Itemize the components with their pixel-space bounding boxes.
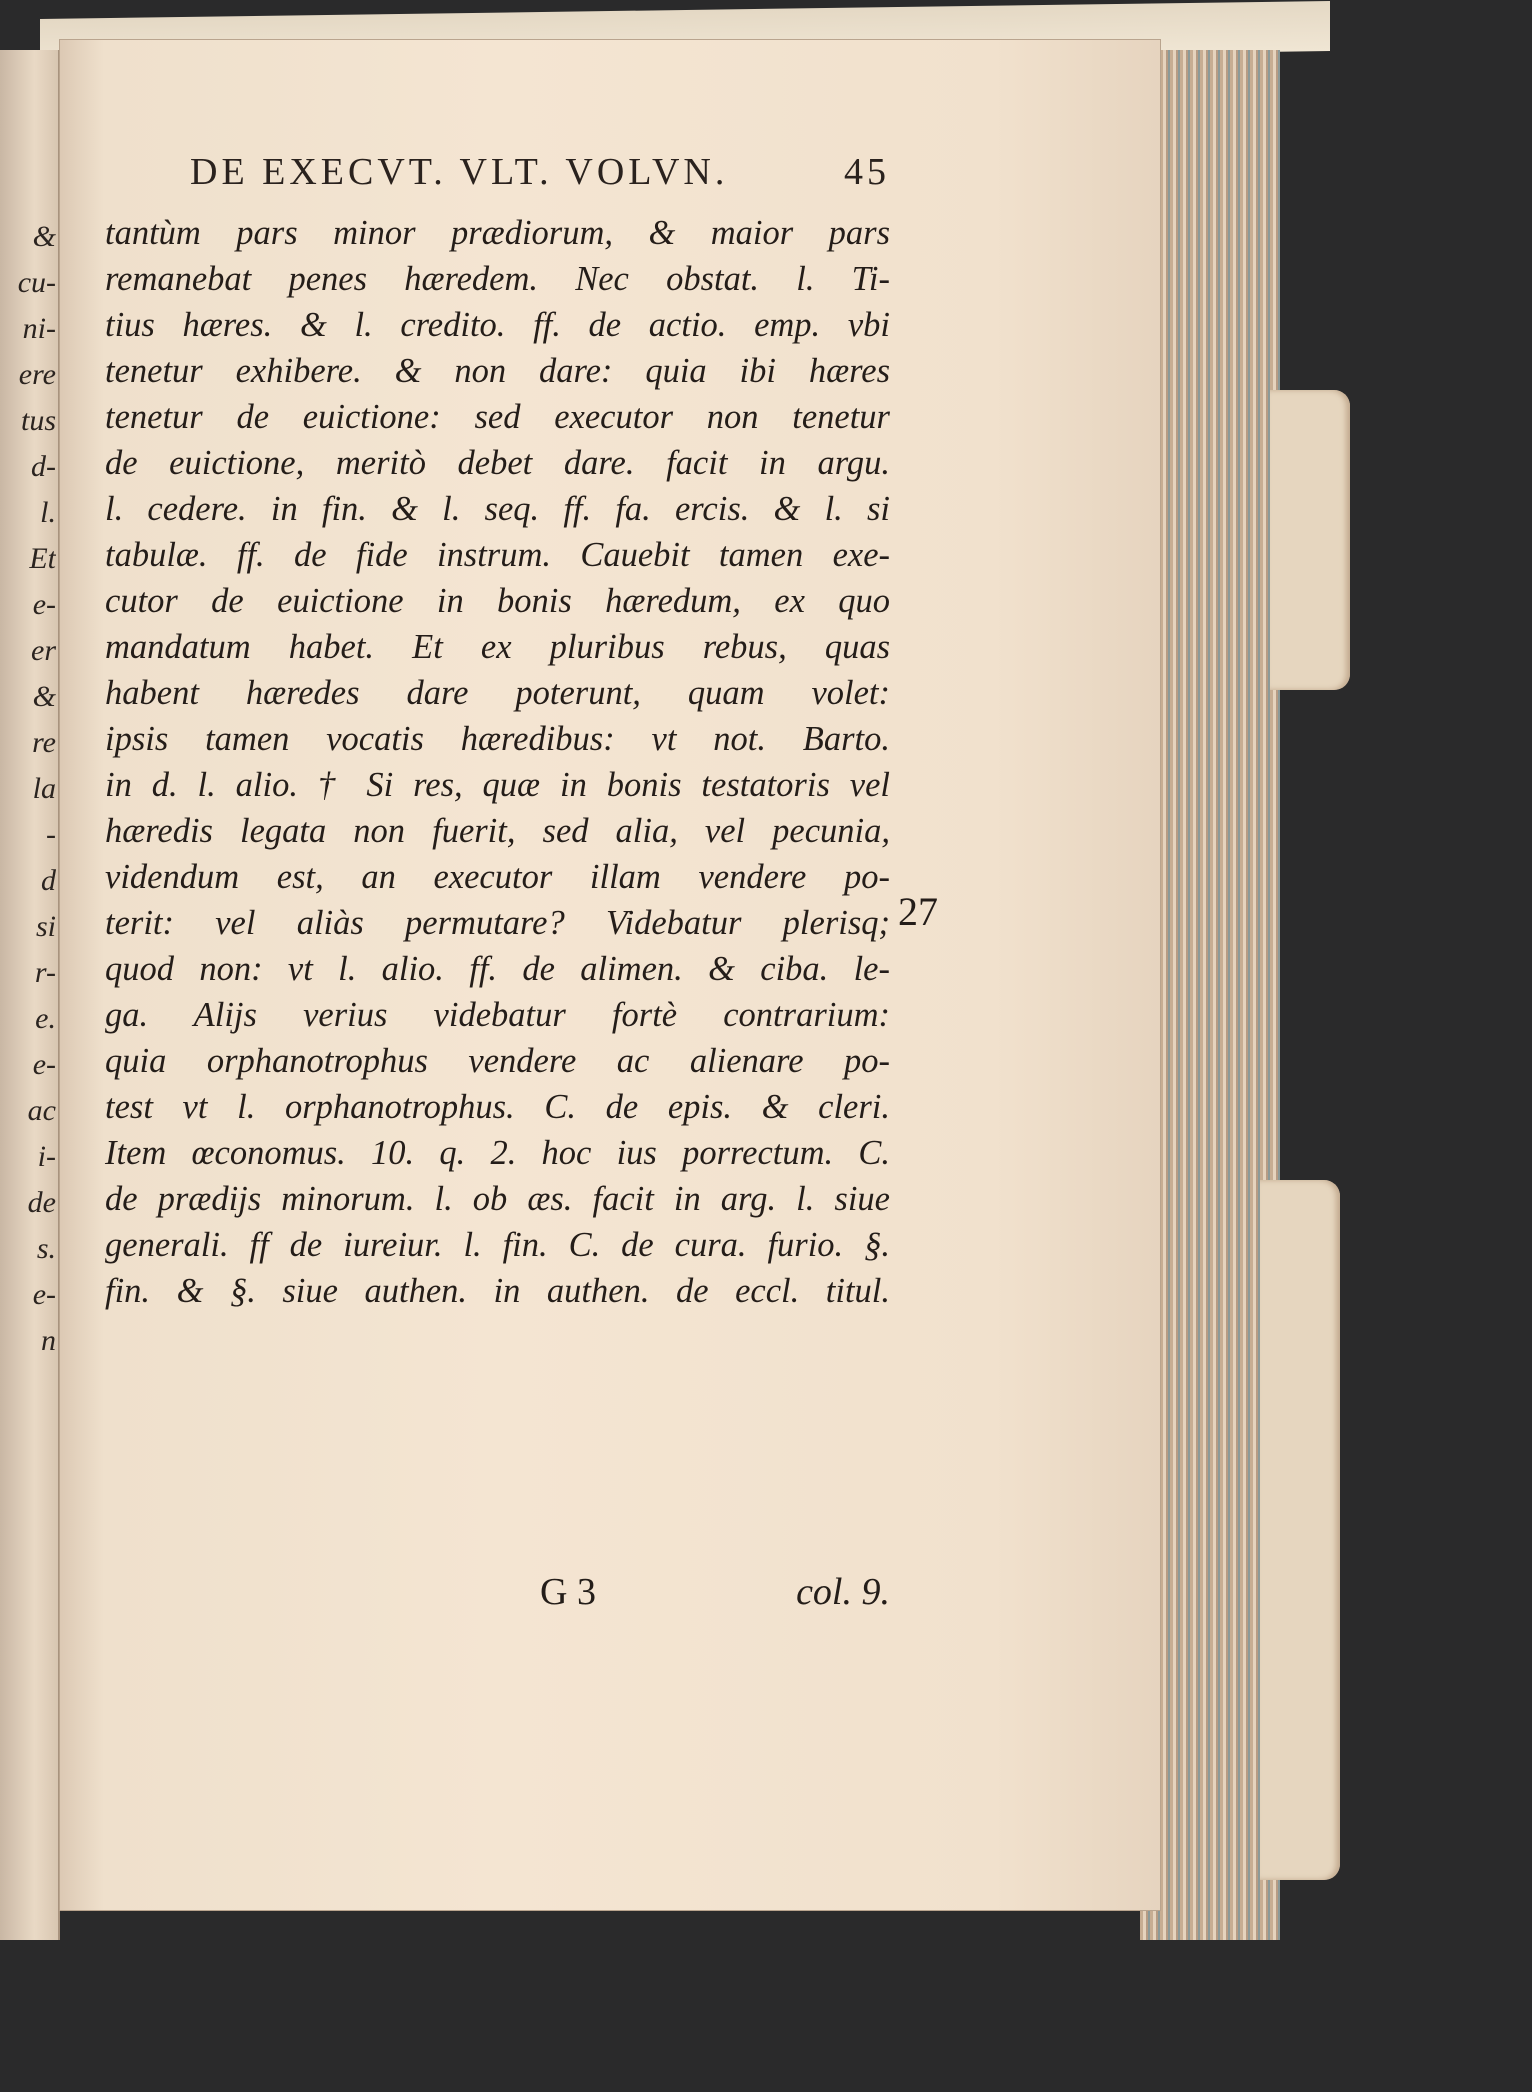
page-footer <box>540 1570 890 1614</box>
left-page-fragment: ac <box>27 1094 56 1127</box>
book-fore-edge <box>1140 50 1280 1940</box>
text-line: Item œconomus. 10. q. 2. hoc ius porrectum. C. <box>105 1134 890 1172</box>
text-line: generali. ff de iureiur. l. fin. C. de cura. furio. §. <box>105 1226 890 1264</box>
left-page-fragment: & <box>32 220 56 253</box>
text-line: tantùm pars minor prædiorum, & maior pars <box>105 214 890 252</box>
margin-number: 27 <box>898 889 938 934</box>
left-page-fragment: s. <box>36 1232 56 1265</box>
left-page-fragment: e- <box>32 588 56 621</box>
left-page-fragment: Et <box>29 542 56 575</box>
body-text <box>105 210 890 1314</box>
left-page-fragment: de <box>27 1186 56 1219</box>
text-line: ga. Alijs verius videbatur fortè contrarium: <box>105 996 890 1034</box>
text-line: l. cedere. in fin. & l. seq. ff. fa. ercis. & l. si <box>105 490 890 528</box>
text-line: remanebat penes hæredem. Nec obstat. l. Ti- <box>105 260 890 298</box>
text-line: habent hæredes dare poterunt, quam volet: <box>105 674 890 712</box>
signature-mark: G 3 <box>540 1571 596 1613</box>
left-page-fragment: ere <box>18 358 56 391</box>
text-line: tius hæres. & l. credito. ff. de actio. emp. vbi <box>105 306 890 344</box>
running-head-title: DE EXECVT. VLT. VOLVN. <box>190 151 729 193</box>
column-reference: col. 9. <box>796 1571 890 1613</box>
previous-page-edge <box>0 50 60 1940</box>
text-line: cutor de euictione in bonis hæredum, ex quo <box>105 582 890 620</box>
page-number: 45 <box>844 151 890 193</box>
left-page-fragment: er <box>31 634 56 667</box>
left-page-fragment: l. <box>40 496 56 529</box>
left-page-fragment: cu- <box>17 266 56 299</box>
left-page-fragment: e. <box>35 1002 56 1035</box>
page-tab-upper <box>1270 390 1350 690</box>
left-page-fragment: d- <box>31 450 56 483</box>
text-line: quod non: vt l. alio. ff. de alimen. & ciba. le- <box>105 950 890 988</box>
text-line: quia orphanotrophus vendere ac alienare po- <box>105 1042 890 1080</box>
left-page-fragment: & <box>32 680 56 713</box>
text-line: fin. & §. siue authen. in authen. de eccl. titul. <box>105 1272 890 1310</box>
text-line: tabulæ. ff. de fide instrum. Cauebit tamen exe- <box>105 536 890 574</box>
left-page-fragment: e- <box>32 1278 56 1311</box>
text-line: tenetur exhibere. & non dare: quia ibi hæres <box>105 352 890 390</box>
left-page-fragment: d <box>41 864 56 897</box>
left-page-fragment: si <box>35 910 56 943</box>
left-page-fragment: re <box>32 726 56 759</box>
text-line: mandatum habet. Et ex pluribus rebus, quas <box>105 628 890 666</box>
left-page-fragment: e- <box>32 1048 56 1081</box>
text-line: terit: vel aliàs permutare? Videbatur plerisq; <box>105 904 890 942</box>
left-page-fragment: r- <box>34 956 56 989</box>
page-tab-lower <box>1260 1180 1340 1880</box>
left-page-fragment: n <box>41 1324 56 1357</box>
running-head <box>190 150 890 194</box>
text-line: de prædijs minorum. l. ob æs. facit in arg. l. siue <box>105 1180 890 1218</box>
left-page-fragment: i- <box>37 1140 56 1173</box>
left-page-fragment: tus <box>20 404 56 437</box>
text-line: videndum est, an executor illam vendere po- <box>105 858 890 896</box>
text-line: tenetur de euictione: sed executor non tenetur <box>105 398 890 436</box>
left-page-fragment: la <box>32 772 56 805</box>
text-line: in d. l. alio. † Si res, quæ in bonis testatoris vel <box>105 766 890 804</box>
text-line: de euictione, meritò debet dare. facit in argu. <box>105 444 890 482</box>
text-line: test vt l. orphanotrophus. C. de epis. & cleri. <box>105 1088 890 1126</box>
left-page-fragment: ni- <box>22 312 56 345</box>
left-page-fragment: - <box>46 818 56 851</box>
text-line: ipsis tamen vocatis hæredibus: vt not. Barto. <box>105 720 890 758</box>
text-line: hæredis legata non fuerit, sed alia, vel pecunia, <box>105 812 890 850</box>
